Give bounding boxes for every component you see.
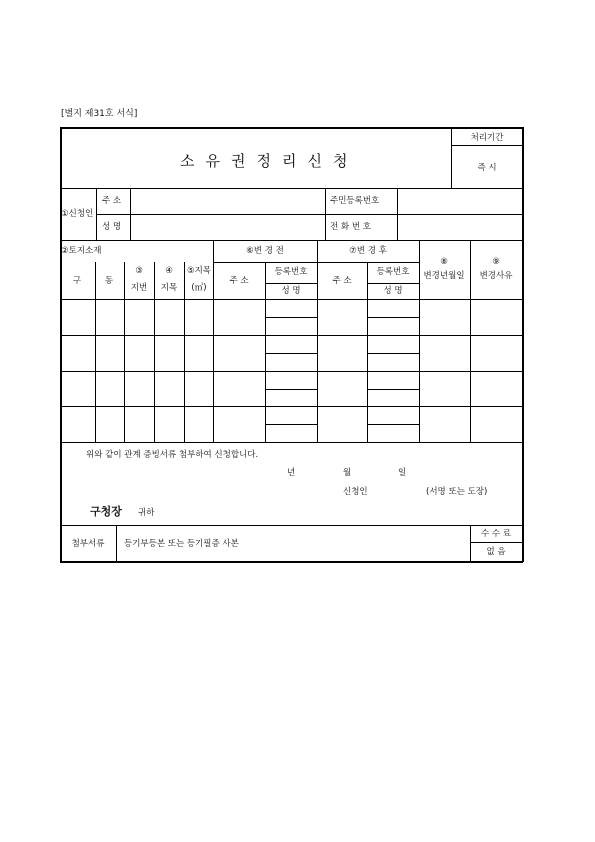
processing-period-value: 즉 시 bbox=[477, 163, 497, 173]
address-label: 주 소 bbox=[102, 196, 122, 206]
attachments-value: 등기부등본 또는 등기필증 사본 bbox=[124, 539, 239, 549]
phone-label: 전 화 번 호 bbox=[330, 222, 371, 232]
processing-period-label: 처리기간 bbox=[470, 133, 504, 143]
change-reason-label: 변경사유 bbox=[479, 271, 513, 281]
sign-or-seal-note: (서명 또는 도장) bbox=[426, 487, 488, 497]
col-after-reg-no: 등록번호 bbox=[376, 267, 410, 277]
date-month-label: 월 bbox=[343, 468, 352, 478]
col-before-reg-no: 등록번호 bbox=[274, 267, 308, 277]
resident-number-label: 주민등록번호 bbox=[330, 196, 380, 206]
addressee-honorific: 귀하 bbox=[138, 508, 155, 518]
applicant-address-field[interactable] bbox=[131, 189, 324, 213]
col-after-address: 주 소 bbox=[332, 276, 352, 286]
fee-value: 없 음 bbox=[486, 547, 506, 557]
form-title: 소유권정리신청 bbox=[180, 152, 359, 170]
resident-number-field[interactable] bbox=[398, 189, 521, 213]
col-area: ⑤지목 bbox=[186, 266, 212, 276]
date-day-label: 일 bbox=[398, 468, 407, 478]
applicant-sign-label: 신청인 bbox=[343, 487, 368, 497]
col-category: 지목 bbox=[160, 283, 178, 293]
fee-label: 수 수 료 bbox=[480, 529, 512, 539]
change-date-label: 변경년월일 bbox=[423, 271, 465, 281]
col-after-name: 성 명 bbox=[383, 286, 403, 296]
table-row[interactable] bbox=[61, 336, 522, 371]
addressee-office: 구청장 bbox=[90, 505, 122, 518]
name-label: 성 명 bbox=[102, 222, 122, 232]
form-number: [별지 제31호 서식] bbox=[61, 109, 138, 119]
col-lot: 지번 bbox=[130, 283, 148, 293]
after-change-label: ⑦변 경 후 bbox=[349, 246, 387, 256]
statement-text: 위와 같이 관계 증빙서류 첨부하여 신청합니다. bbox=[86, 450, 259, 460]
date-year-label: 년 bbox=[287, 468, 296, 478]
col-area-unit: (㎡) bbox=[191, 283, 207, 293]
applicant-label: ①신청인 bbox=[61, 209, 94, 219]
applicant-name-field[interactable] bbox=[131, 215, 324, 239]
col-category-number: ④ bbox=[165, 266, 173, 276]
before-change-label: ⑥변 경 전 bbox=[246, 246, 284, 256]
attachments-label: 첨부서류 bbox=[71, 539, 105, 549]
col-gu: 구 bbox=[72, 276, 82, 286]
land-location-label: ②토지소재 bbox=[61, 246, 102, 256]
change-reason-number: ⑨ bbox=[492, 257, 500, 267]
col-lot-number: ③ bbox=[135, 266, 143, 276]
change-date-number: ⑧ bbox=[440, 257, 448, 267]
col-before-name: 성 명 bbox=[281, 286, 301, 296]
col-dong: 동 bbox=[104, 276, 114, 286]
table-row[interactable] bbox=[61, 372, 522, 406]
table-row[interactable] bbox=[61, 300, 522, 335]
table-row[interactable] bbox=[61, 407, 522, 442]
col-before-address: 주 소 bbox=[229, 276, 249, 286]
phone-field[interactable] bbox=[398, 215, 521, 239]
